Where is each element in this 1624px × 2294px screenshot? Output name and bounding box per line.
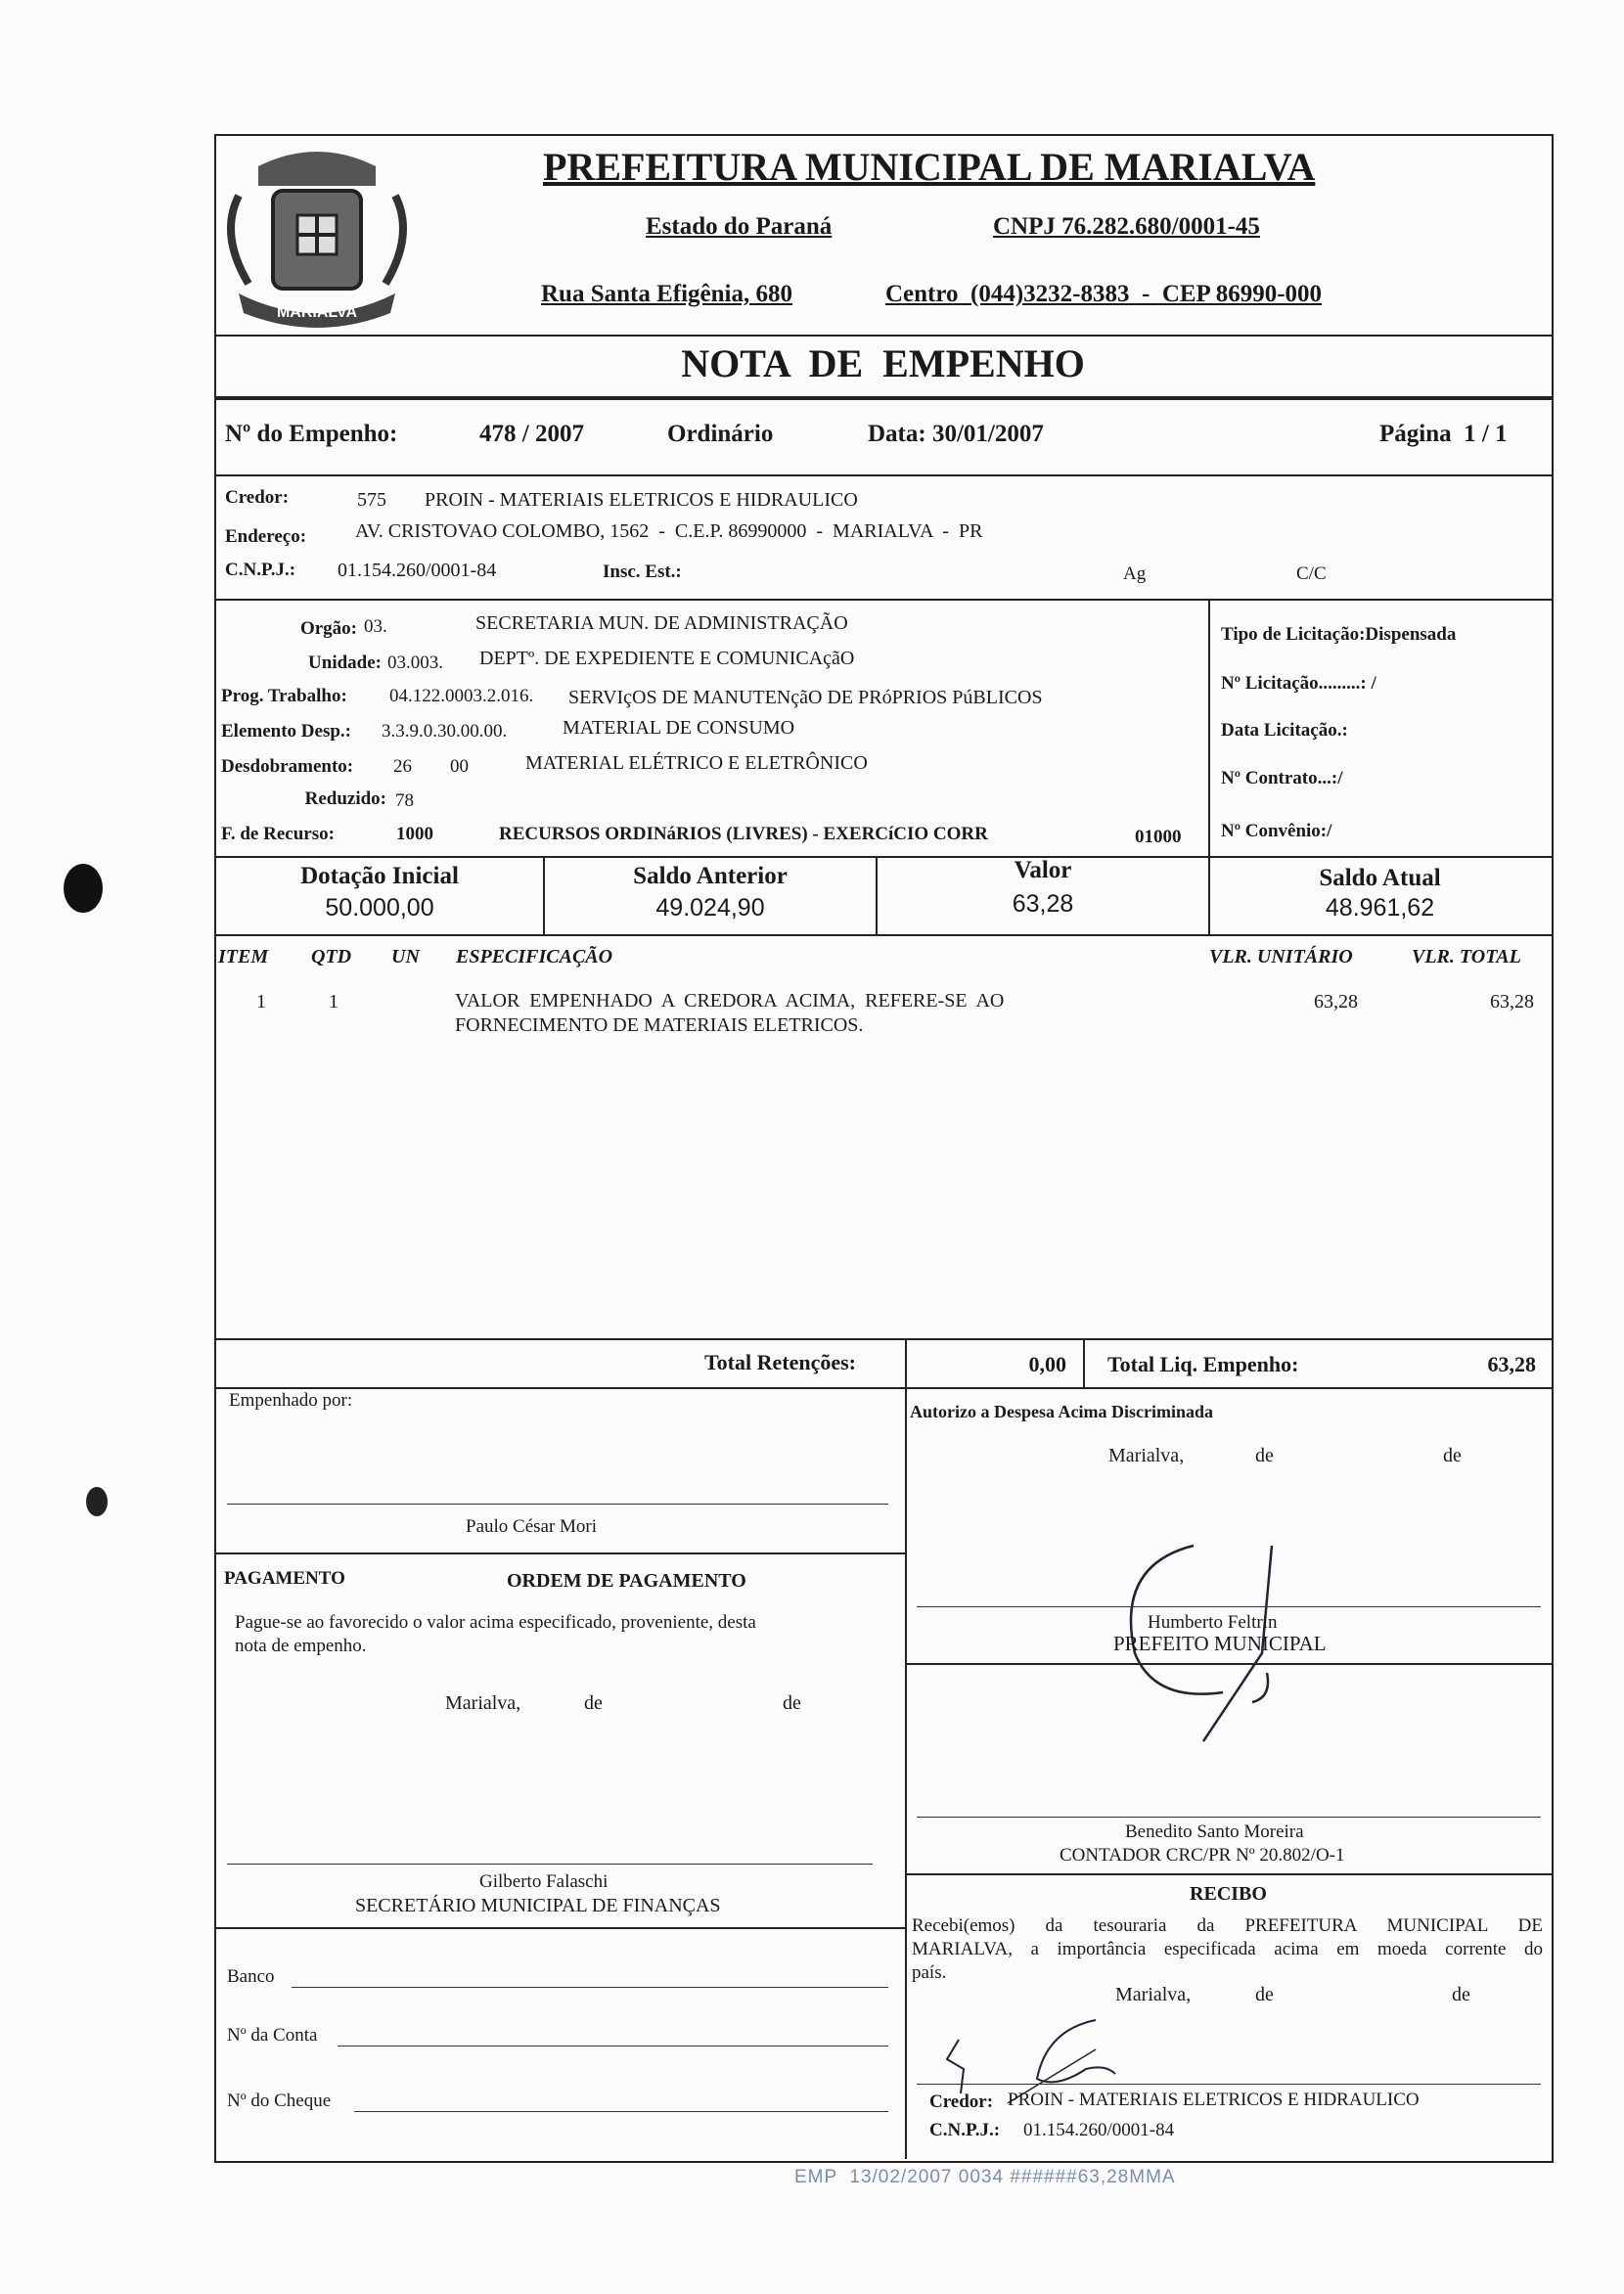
prog-name: SERVIçOS DE MANUTENçãO DE PRóPRIOS PúBLICOS xyxy=(568,687,1043,708)
saldo-atual-value: 48.961,62 xyxy=(1325,894,1435,922)
cheque-field[interactable] xyxy=(354,2111,888,2112)
autorizo-label: Autorizo a Despesa Acima Discriminada xyxy=(910,1402,1213,1421)
empenho-number: 478 / 2007 xyxy=(479,421,584,447)
desdobramento-name: MATERIAL ELÉTRICO E ELETRÔNICO xyxy=(525,752,868,774)
elemento-code: 3.3.9.0.30.00.00. xyxy=(382,721,508,742)
org-title: PREFEITURA MUNICIPAL DE MARIALVA xyxy=(543,145,1316,189)
recibo-de-2: de xyxy=(1452,1984,1470,2005)
conta-field[interactable] xyxy=(338,2046,888,2047)
empenhado-name: Paulo César Mori xyxy=(466,1516,598,1537)
municipal-crest-logo xyxy=(219,137,415,333)
state-name: Estado do Paraná xyxy=(646,213,833,240)
page-number: Página 1 / 1 xyxy=(1379,421,1508,447)
endereco-label: Endereço: xyxy=(225,526,307,547)
empenhado-label: Empenhado por: xyxy=(229,1390,353,1411)
recibo-title: RECIBO xyxy=(1190,1883,1267,1905)
pagamento-label: PAGAMENTO xyxy=(224,1568,345,1589)
ordem-de-1: de xyxy=(584,1692,603,1714)
conta-label: Nº da Conta xyxy=(227,2025,318,2046)
liquido-value: 63,28 xyxy=(1487,1352,1536,1376)
col-un: UN xyxy=(391,946,420,967)
punch-hole-mark xyxy=(64,864,103,913)
banco-label: Banco xyxy=(227,1966,275,1987)
dotacao-value: 50.000,00 xyxy=(325,894,434,922)
item-unit-value: 63,28 xyxy=(1314,991,1358,1012)
secretario-role: SECRETÁRIO MUNICIPAL DE FINANÇAS xyxy=(355,1895,721,1916)
prog-label: Prog. Trabalho: xyxy=(221,686,347,706)
autorizo-de-2: de xyxy=(1443,1445,1462,1466)
orgao-name: SECRETARIA MUN. DE ADMINISTRAÇÃO xyxy=(475,612,848,634)
empenho-type: Ordinário xyxy=(667,421,774,447)
prog-code: 04.122.0003.2.016. xyxy=(389,686,534,706)
col-especificacao: ESPECIFICAÇÃO xyxy=(456,946,613,967)
recibo-text-line3: país. xyxy=(912,1962,947,1983)
recibo-place: Marialva, xyxy=(1115,1984,1192,2005)
retencoes-label: Total Retenções: xyxy=(704,1350,856,1374)
valor-value: 63,28 xyxy=(1012,890,1074,918)
recibo-text-line1: Recebi(emos) da tesouraria da PREFEITURA MUNICIPAL DE xyxy=(912,1915,1543,1936)
ordem-pagamento-label: ORDEM DE PAGAMENTO xyxy=(507,1570,746,1592)
ordem-place: Marialva, xyxy=(445,1692,521,1714)
item-qtd: 1 xyxy=(329,991,338,1012)
contador-role: CONTADOR CRC/PR Nº 20.802/O-1 xyxy=(1060,1845,1345,1866)
credor-label: Credor: xyxy=(225,487,290,508)
street-address: Rua Santa Efigênia, 680 xyxy=(541,281,792,307)
empenho-date: Data: 30/01/2007 xyxy=(868,421,1044,447)
valor-label: Valor xyxy=(1014,857,1072,883)
unidade-label: Unidade: xyxy=(308,652,382,673)
autorizo-place: Marialva, xyxy=(1108,1445,1185,1466)
liquido-label: Total Liq. Empenho: xyxy=(1107,1352,1299,1376)
cc-label: C/C xyxy=(1296,563,1327,584)
endereco-value: AV. CRISTOVAO COLOMBO, 1562 - C.E.P. 86990000 - MARIALVA - PR xyxy=(355,520,983,542)
item-total-value: 63,28 xyxy=(1490,991,1534,1012)
elemento-name: MATERIAL DE CONSUMO xyxy=(563,717,795,739)
licitacao-contrato: Nº Contrato...:/ xyxy=(1221,768,1343,788)
licitacao-data: Data Licitação.: xyxy=(1221,720,1348,741)
orgao-label: Orgão: xyxy=(299,618,357,639)
recurso-label: F. de Recurso: xyxy=(221,824,335,844)
prefeito-role: PREFEITO MUNICIPAL xyxy=(1113,1632,1327,1655)
reduzido-label: Reduzido: xyxy=(304,788,386,809)
item-number: 1 xyxy=(256,991,266,1012)
saldo-anterior-value: 49.024,90 xyxy=(655,894,765,922)
footer-stamp: EMP 13/02/2007 0034 ######63,28MMA xyxy=(794,2167,1176,2187)
prefeito-name: Humberto Feltrin xyxy=(1148,1612,1278,1633)
licitacao-convenio: Nº Convênio:/ xyxy=(1221,821,1332,841)
col-vlr-unitario: VLR. UNITÁRIO xyxy=(1209,946,1353,967)
recibo-credor-name: PROIN - MATERIAIS ELETRICOS E HIDRAULICO xyxy=(1008,2090,1420,2110)
saldo-anterior-label: Saldo Anterior xyxy=(633,863,788,889)
cnpj-label: C.N.P.J.: xyxy=(225,560,296,580)
unidade-name: DEPTº. DE EXPEDIENTE E COMUNICAçãO xyxy=(479,648,855,669)
desdobramento-label: Desdobramento: xyxy=(221,756,354,777)
secretario-name: Gilberto Falaschi xyxy=(479,1871,609,1892)
doc-title: NOTA DE EMPENHO xyxy=(681,341,1085,385)
recibo-text-line2: MARIALVA, a importância especificada acima em moeda corrente do xyxy=(912,1939,1543,1959)
contador-name: Benedito Santo Moreira xyxy=(1125,1822,1304,1842)
recibo-cnpj-value: 01.154.260/0001-84 xyxy=(1023,2120,1175,2140)
recurso-code: 1000 xyxy=(396,824,433,844)
ordem-de-2: de xyxy=(783,1692,801,1714)
desdobramento-sub: 00 xyxy=(450,756,469,777)
recibo-credor-label: Credor: xyxy=(929,2092,994,2112)
insc-est-label: Insc. Est.: xyxy=(603,562,682,582)
autorizo-de-1: de xyxy=(1255,1445,1274,1466)
cheque-label: Nº do Cheque xyxy=(227,2091,332,2111)
retencoes-value: 0,00 xyxy=(1028,1352,1066,1376)
recibo-cnpj-label: C.N.P.J.: xyxy=(929,2120,1001,2140)
orgao-code: 03. xyxy=(364,616,387,637)
item-description-line1: VALOR EMPENHADO A CREDORA ACIMA, REFERE-SE AO xyxy=(455,990,1005,1012)
licitacao-tipo: Tipo de Licitação:Dispensada xyxy=(1221,624,1457,645)
address-contact: Centro (044)3232-8383 - CEP 86990-000 xyxy=(885,281,1323,307)
reduzido-value: 78 xyxy=(395,790,414,811)
elemento-label: Elemento Desp.: xyxy=(221,721,351,742)
item-description-line2: FORNECIMENTO DE MATERIAIS ELETRICOS. xyxy=(455,1014,864,1036)
unidade-code: 03.003. xyxy=(387,652,443,673)
credor-name: PROIN - MATERIAIS ELETRICOS E HIDRAULICO xyxy=(425,489,858,511)
col-vlr-total: VLR. TOTAL xyxy=(1412,946,1521,967)
recibo-de-1: de xyxy=(1255,1984,1274,2005)
org-cnpj: CNPJ 76.282.680/0001-45 xyxy=(993,213,1260,240)
saldo-atual-label: Saldo Atual xyxy=(1319,865,1441,891)
recurso-number: 01000 xyxy=(1135,827,1182,847)
banco-field[interactable] xyxy=(292,1987,888,1988)
desdobramento-code: 26 xyxy=(393,756,412,777)
credor-code: 575 xyxy=(357,489,386,511)
ordem-text-line1: Pague-se ao favorecido o valor acima especificado, proveniente, desta xyxy=(235,1612,756,1633)
col-qtd: QTD xyxy=(311,946,352,967)
recurso-name: RECURSOS ORDINáRIOS (LIVRES) - EXERCíCIO CORR xyxy=(499,824,988,844)
cnpj-value: 01.154.260/0001-84 xyxy=(338,560,497,581)
licitacao-numero: Nº Licitação.........: / xyxy=(1221,673,1376,694)
dotacao-label: Dotação Inicial xyxy=(300,863,459,889)
col-item: ITEM xyxy=(218,946,269,967)
ordem-text-line2: nota de empenho. xyxy=(235,1636,367,1656)
ag-label: Ag xyxy=(1123,563,1147,584)
empenho-label: Nº do Empenho: xyxy=(225,421,398,447)
punch-hole-mark xyxy=(86,1487,108,1516)
svg-text:MARIALVA: MARIALVA xyxy=(276,304,358,321)
